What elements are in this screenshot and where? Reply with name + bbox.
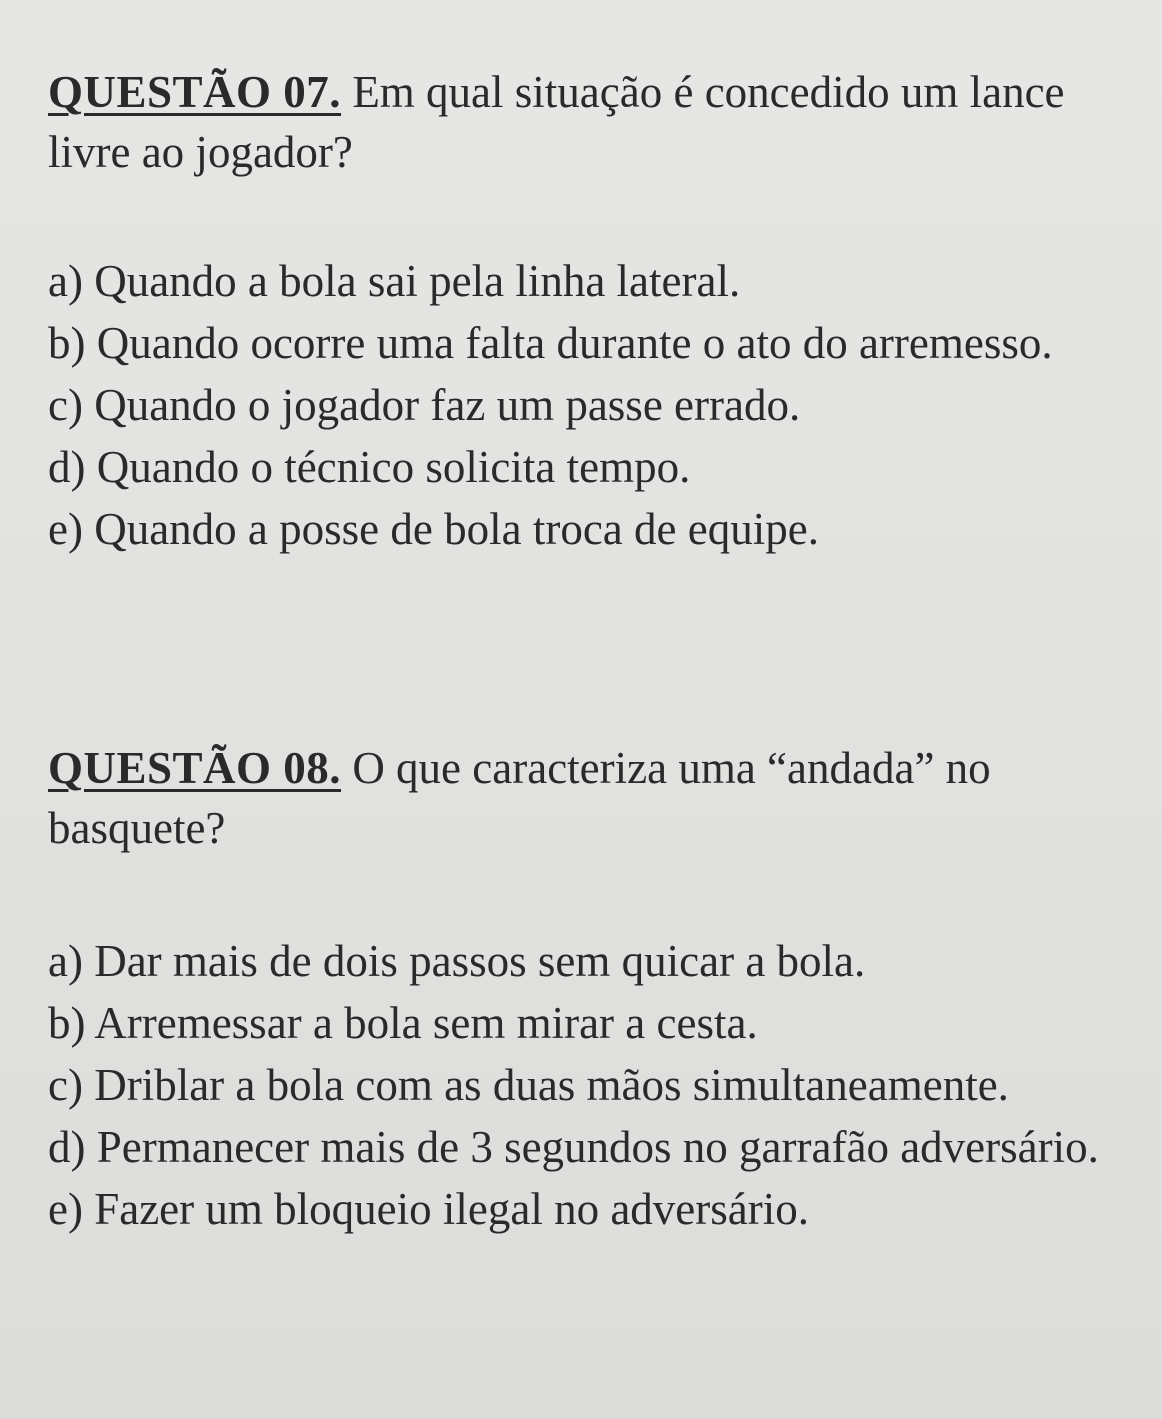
question-07-option-d: d) Quando o técnico solicita tempo. bbox=[48, 442, 691, 492]
question-08-options bbox=[48, 930, 1148, 1240]
question-07-text: Em qual situação é concedido um lance livre ao jogador? bbox=[48, 67, 1065, 177]
question-08 bbox=[48, 738, 1148, 1240]
question-07-option-b: b) Quando ocorre uma falta durante o ato do arremesso. bbox=[48, 318, 1053, 368]
question-08-text: O que caracteriza uma “andada” no basquete? bbox=[48, 743, 991, 853]
question-08-label: QUESTÃO 08. bbox=[48, 743, 342, 793]
question-07-option-a: a) Quando a bola sai pela linha lateral. bbox=[48, 256, 741, 306]
question-08-heading bbox=[48, 738, 1148, 858]
question-07-heading bbox=[48, 62, 1148, 182]
question-08-option-e: e) Fazer um bloqueio ilegal no adversário. bbox=[48, 1184, 809, 1234]
question-07-options bbox=[48, 250, 1148, 560]
question-08-option-c: c) Driblar a bola com as duas mãos simultaneamente. bbox=[48, 1060, 1009, 1110]
question-07 bbox=[48, 62, 1148, 560]
question-07-label: QUESTÃO 07. bbox=[48, 67, 342, 117]
question-07-option-e: e) Quando a posse de bola troca de equipe. bbox=[48, 504, 819, 554]
question-08-option-d: d) Permanecer mais de 3 segundos no garrafão adversário. bbox=[48, 1122, 1099, 1172]
question-08-option-a: a) Dar mais de dois passos sem quicar a bola. bbox=[48, 936, 866, 986]
question-07-option-c: c) Quando o jogador faz um passe errado. bbox=[48, 380, 801, 430]
question-08-option-b: b) Arremessar a bola sem mirar a cesta. bbox=[48, 998, 758, 1048]
